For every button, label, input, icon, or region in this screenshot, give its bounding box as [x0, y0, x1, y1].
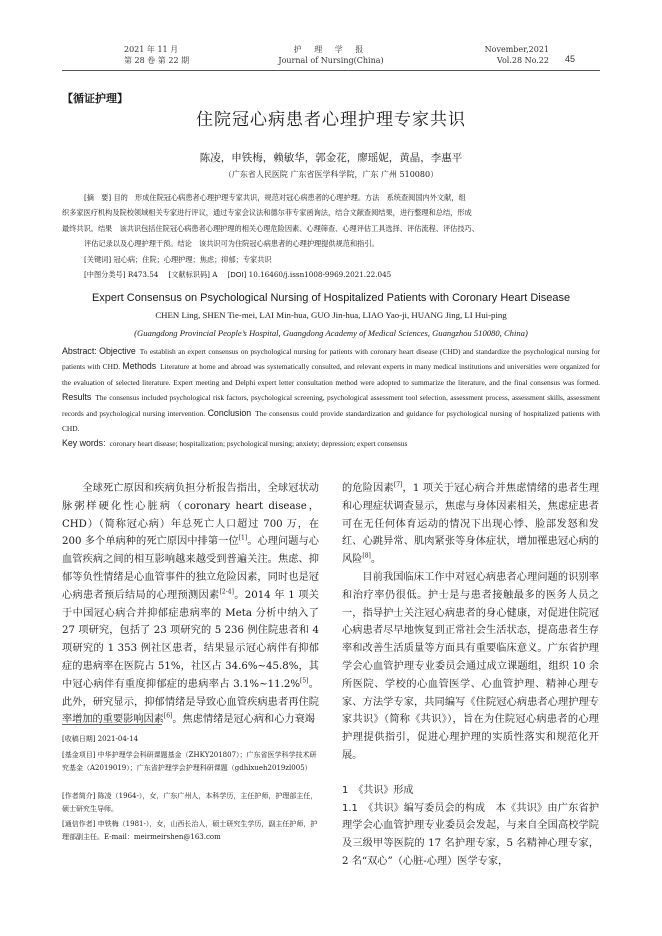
footnote-fund: [基金项目] 中华护理学会科研课题基金（ZHKY201807）；广东省医学科学技术研究基金（A2019019）；广东省护理学会护理科研课题（gdhlxueh2019zl005） [62, 751, 317, 772]
objective-label: Objective [99, 346, 136, 356]
body-paragraph [342, 480, 599, 569]
body-text: 。 [370, 554, 382, 566]
citation[interactable]: [6] [163, 712, 173, 720]
keywords-zh: 冠心病；住院；心理护理；焦虑；抑郁；专家共识 [113, 254, 272, 264]
doc-code-label: [文献标识码] [168, 270, 210, 280]
column-tag: 【循证护理】 [62, 92, 128, 105]
keywords-zh-label: [关键词] [84, 254, 112, 264]
abstract-zh-line-1 [62, 190, 600, 205]
abstract-zh-label: [摘 要] [84, 193, 112, 202]
citation[interactable]: [2-4] [219, 588, 234, 596]
section-heading: 1 《共识》形成 [342, 784, 414, 796]
header-divider [62, 70, 600, 71]
header-volume-en: Vol.28 No.22 [496, 56, 549, 65]
results-label: Results [62, 392, 92, 403]
clc-label: [中图分类号] [84, 270, 126, 280]
citation[interactable]: [5] [300, 677, 309, 685]
header-left [124, 44, 189, 66]
header-volume-zh: 第 28 卷 第 22 期 [124, 56, 190, 65]
abstract-zh-text-1: 目的 形成住院冠心病患者心理护理专家共识，规范对冠心病患者的心理护理。方法 系统查阅国内外文献，组 [113, 193, 466, 202]
body-paragraph [62, 480, 319, 729]
objective-text: To establish an expert consensus on psychological nursing for patients with coronary heart disease (CHD) and standardize the psychological nursing for patients with CHD. [62, 347, 600, 372]
affiliation-en: (Guangdong Provincial People’s Hospital, Guangdong Academy of Medical Sciences, Guangzhou 510080, China) [134, 328, 528, 338]
body-column-right [342, 480, 599, 871]
article-title-en: Expert Consensus on Psychological Nursing of Hospitalized Patients with Coronary Heart Disease [91, 292, 571, 304]
footnote-correspondence: [通信作者] 申铁梅（1981-），女，山西长治人，硕士研究生学历，副主任护师，护理部副主任。E-mail：meirmeirshen@163.com [62, 820, 318, 841]
clc-number: R473.54 [127, 270, 159, 280]
header-right [485, 44, 549, 66]
body-column-left [62, 480, 319, 729]
keywords-zh-line [62, 252, 600, 267]
body-text: 。此外，研究显示，抑郁情绪是导致心血管疾病患者再住院率增加的重要影响因素 [62, 678, 319, 726]
citation[interactable]: [7] [393, 481, 403, 489]
article-title-zh: 住院冠心病患者心理护理专家共识 [196, 110, 466, 130]
doi-label: [DOI] [227, 270, 247, 280]
header-date-en: November,2021 [484, 45, 549, 54]
header-date-zh: 2021 年 11 月 [124, 45, 179, 54]
body-paragraph: 目前我国临床工作中对冠心病患者心理问题的识别率和治疗率仍很低。护士是与患者接触最多的医务人员之一，指导护士关注冠心病患者的身心健康，对促进住院冠心病患者尽早地恢复到正常社会生活状态，提高患者生存率和改善生活质量等方面具有重要临床意义。广东省护理学会心血管护理专业委员会通过成立课题组，组织 10 余所医院、学校的心血管医学、心血管护理、精神心理专家、方法学专家，共同编写《住院冠心病患者心理护理专家共识》（简称《共识》），旨在为住院冠心病患者的心理护理提供指引，促进心理护理的实质性落实和规范化开展。 [342, 571, 599, 761]
footnote-received: [收稿日期] 2021-04-14 [62, 735, 139, 743]
subsection-heading: 1.1 《共识》编写委员会的构成 [342, 802, 486, 814]
authors-zh: 陈凌，申铁梅，赖敏华，郭金花，廖瑶妮，黄晶，李惠平 [199, 152, 463, 164]
header-center [265, 44, 397, 66]
abstract-en [62, 344, 600, 452]
body-text: 。焦虑情绪是冠心病和心力衰竭 [172, 714, 315, 726]
body-text: 的危险因素 [342, 483, 394, 494]
methods-label: Methods [122, 361, 157, 372]
affiliation-zh: （广东省人民医院 广东省医学科学院，广东 广州 510080） [223, 170, 439, 179]
body-text: ，1 项关于冠心病合并焦虑情绪的患者生理和心理症状调查显示，焦虑与身体因素相关，焦虑症患者可在无任何体育运动的情况下出现心悸、脸部发怒和发红、心跳异常、肌肉紧张等身体症状，增加罹患冠心病的风险 [342, 483, 600, 566]
abstract-en-label: Abstract: [62, 346, 97, 356]
conclusion-text: The consensus could provide standardization and guidance for psychological nursing of hospitalized patients with CHD. [62, 408, 601, 434]
classification-line [62, 267, 600, 282]
doc-code: A [212, 270, 218, 280]
abstract-zh [62, 190, 600, 282]
body-text: 。心理问题与心血管疾病之间的相互影响越来越受到普遍关注。焦虑、抑郁等负性情绪是心血管事件的独立危险因素，同时也是冠心病患者预后结局的心理预测因素 [62, 536, 319, 601]
conclusion-label: Conclusion [207, 407, 252, 418]
body-text: 。2014 年 1 项关于中国冠心病合并抑郁症患病率的 Meta 分析中纳入了 27 项研究，包括了 23 项研究的 5 236 例住院患者和 4 项研究的 1 353 例社区患者，结果显示冠心病伴有抑郁症的患病率在医院占 51%，社区占 34.6%~45.8%，其中冠心病伴有重度抑郁症的患病率占 3.1%~11.2% [62, 589, 319, 690]
citation[interactable]: [1] [238, 535, 248, 542]
results-text: The consensus included psychological risk factors, psychological screening, psychological assessment tool selection, assessment process, assessment skills, assessment records and psychological nursing intervention. [62, 393, 600, 418]
abstract-zh-line-3: 最终共识。结果 该共识包括住院冠心病患者心理护理的相关心理危险因素、心理筛查、心理评估工具选择、评估流程、评估技巧、 [62, 223, 479, 233]
footnote-author-bio: [作者简介] 陈凌（1964-），女，广东广州人，本科学历，主任护师，护理部主任，硕士研究生导师。 [62, 792, 318, 813]
body-text: 全球死亡原因和疾病负担分析报告指出，全球冠状动脉粥样硬化性心脏病（coronary heart disease，CHD）（简称冠心病）年总死亡人口超过 700 万，在 200 多个单病种的死亡原因中排第一位 [62, 483, 319, 548]
journal-name-zh: 护 理 学 报 [293, 45, 369, 54]
keywords-en: coronary heart disease; hospitalization; psychological nursing; anxiety; depression; expert consensus [109, 439, 408, 449]
body-text: 本《共识》由广东省护理学会心血管护理专业委员会发起，与来自全国高校学院及三级甲等医院的 17 名护理专家，5 名精神心理专家，2 名“双心”（心脏-心理）医学专家， [342, 802, 600, 867]
footnote-divider [62, 724, 162, 725]
page-number: 45 [565, 54, 576, 64]
journal-name-en: Journal of Nursing(China) [278, 56, 384, 65]
authors-en: CHEN Ling, SHEN Tie-mei, LAI Min-hua, GUO Jin-hua, LIAO Yao-ji, HUANG Jing, LI Hui-ping [155, 310, 507, 320]
doi: 10.16460/j.issn1008-9969.2021.22.045 [248, 270, 392, 280]
methods-text: Literature at home and abroad was systematically consulted, and relevant experts in many medical institutions and universities were organized for the evaluation of selected literature. Expert meeting and Delphi expert letter consultation method were adopted to summarize the literature, and the final consensus was formed. [62, 362, 600, 387]
citation[interactable]: [8] [362, 552, 371, 560]
abstract-zh-line-4: 评估记录以及心理护理干预。结论 该共识可为住院冠心病患者的心理护理提供规范和指引。 [84, 239, 379, 249]
keywords-en-label: Key words: [62, 438, 106, 449]
body-paragraph [342, 800, 599, 871]
abstract-zh-line-2: 织多家医疗机构及院校领域相关专家进行评议，通过专家会议法和德尔菲专家函询法，结合文献查阅结果，进行整理和总结，形成 [62, 208, 472, 218]
